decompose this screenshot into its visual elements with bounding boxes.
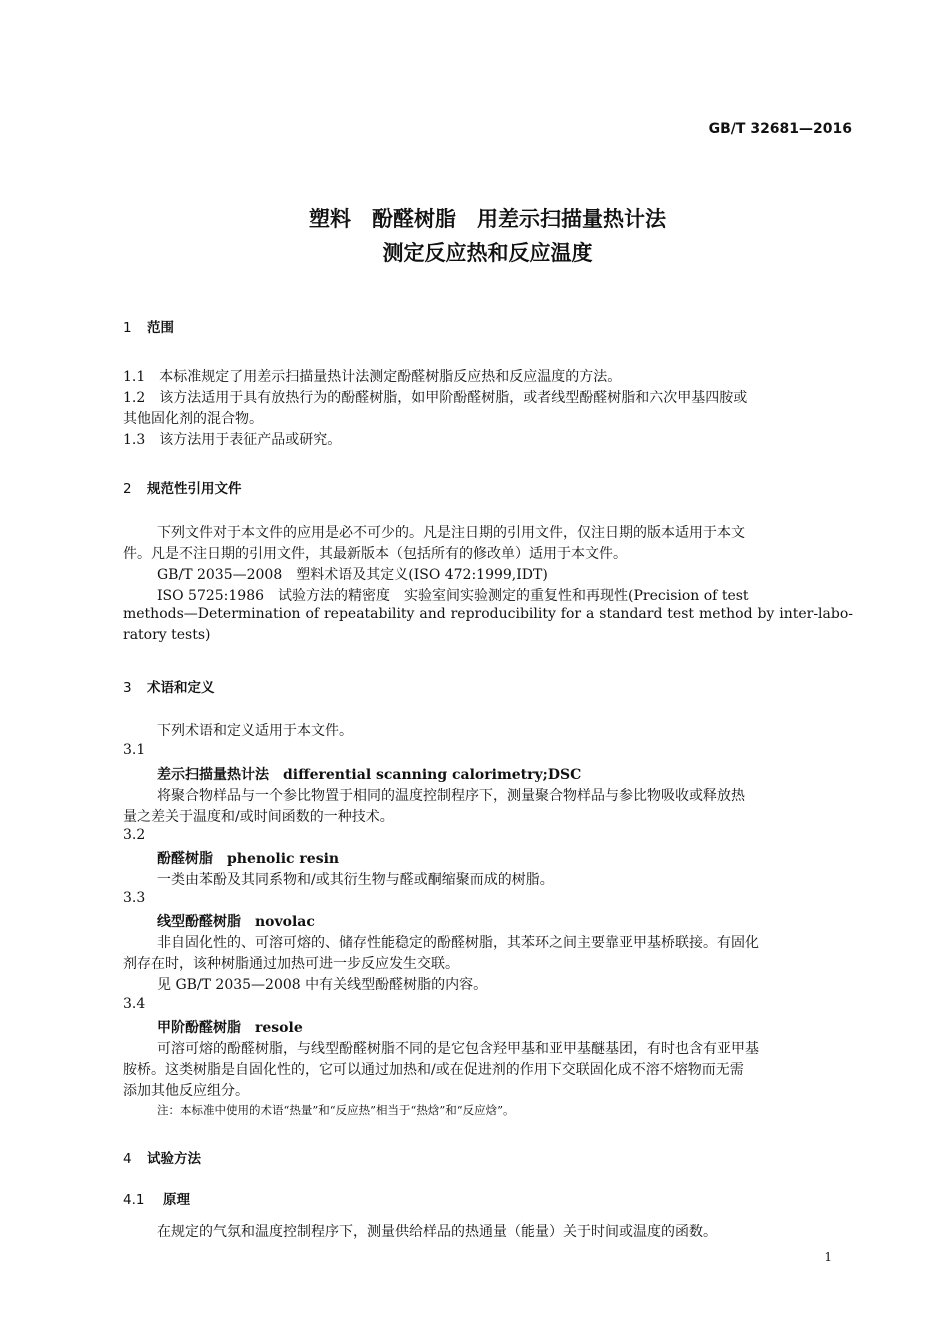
term-definition: 将聚合物样品与一个参比物置于相同的温度控制程序下，测量聚合物样品与参比物吸收或释放热 (157, 788, 745, 804)
section-number: 4.1 (123, 1192, 145, 1208)
term-definition-cont: 量之差关于温度和/或时间函数的一种技术。 (123, 809, 394, 825)
refs-intro-cont: 件。凡是不注日期的引用文件，其最新版本（包括所有的修改单）适用于本文件。 (123, 546, 627, 562)
term-number: 3.1 (123, 742, 146, 758)
section-heading-normative-references (123, 477, 242, 497)
refs-intro: 下列文件对于本文件的应用是必不可少的。凡是注日期的引用文件，仅注日期的版本适用于本文 (157, 525, 745, 541)
section-heading-terms (123, 676, 215, 696)
terms-note: 注：本标准中使用的术语“热量”和“反应热”相当于“热焓”和“反应焓”。 (157, 1103, 515, 1117)
term-number: 3.3 (123, 890, 146, 906)
scope-1-2: 1.2 该方法适用于具有放热行为的酚醛树脂，如甲阶酚醛树脂，或者线型酚醛树脂和六次甲基四胺或 (123, 390, 748, 406)
terms-intro: 下列术语和定义适用于本文件。 (157, 723, 353, 739)
ref-iso-5725-end: ratory tests) (123, 627, 211, 643)
section-title: 原理 (163, 1192, 190, 1208)
section-number: 1 (123, 320, 132, 336)
scope-1-3: 1.3 该方法用于表征产品或研究。 (123, 432, 342, 448)
term-definition-end: 添加其他反应组分。 (123, 1083, 249, 1099)
term-en: differential scanning calorimetry;DSC (283, 767, 582, 783)
term-heading (157, 1017, 303, 1037)
section-title: 规范性引用文件 (147, 481, 242, 497)
term-en: resole (255, 1020, 303, 1036)
scope-1-2-cont: 其他固化剂的混合物。 (123, 411, 263, 427)
term-number: 3.2 (123, 827, 146, 843)
ref-iso-5725-cont: methods—Determination of repeatability and reproducibility for a standard test method by inter-labo- (123, 606, 853, 622)
section-title: 术语和定义 (147, 680, 215, 696)
section-title: 范围 (147, 320, 174, 336)
term-en: novolac (255, 914, 315, 930)
page-number: 1 (824, 1250, 832, 1264)
section-heading-test-method (123, 1147, 201, 1167)
section-heading-scope (123, 316, 174, 336)
term-see-also: 见 GB/T 2035—2008 中有关线型酚醛树脂的内容。 (157, 977, 488, 993)
term-cn: 差示扫描量热计法 (157, 767, 269, 783)
term-cn: 甲阶酚醛树脂 (157, 1020, 241, 1036)
section-title: 试验方法 (147, 1151, 201, 1167)
scope-1-1: 1.1 本标准规定了用差示扫描量热计法测定酚醛树脂反应热和反应温度的方法。 (123, 369, 622, 385)
term-definition: 可溶可熔的酚醛树脂，与线型酚醛树脂不同的是它包含羟甲基和亚甲基醚基团，有时也含有亚甲基 (157, 1041, 759, 1057)
document-title-line2: 测定反应热和反应温度 (382, 241, 593, 265)
principle-text: 在规定的气氛和温度控制程序下，测量供给样品的热通量（能量）关于时间或温度的函数。 (157, 1224, 717, 1240)
subsection-heading-principle (123, 1188, 190, 1208)
standard-number: GB/T 32681—2016 (708, 121, 852, 137)
term-heading (157, 911, 315, 931)
ref-gb-2035: GB/T 2035—2008 塑料术语及其定义(ISO 472:1999,IDT) (157, 567, 548, 583)
term-heading (157, 764, 581, 784)
term-cn: 线型酚醛树脂 (157, 914, 241, 930)
term-heading (157, 848, 339, 868)
term-cn: 酚醛树脂 (157, 851, 213, 867)
section-number: 3 (123, 680, 132, 696)
ref-iso-5725: ISO 5725:1986 试验方法的精密度 实验室间实验测定的重复性和再现性(Precision of test (157, 588, 749, 604)
term-definition: 一类由苯酚及其同系物和/或其衍生物与醛或酮缩聚而成的树脂。 (157, 872, 554, 888)
document-title-line1: 塑料 酚醛树脂 用差示扫描量热计法 (309, 207, 666, 231)
term-definition: 非自固化性的、可溶可熔的、储存性能稳定的酚醛树脂，其苯环之间主要靠亚甲基桥联接。有固化 (157, 935, 759, 951)
section-number: 4 (123, 1151, 132, 1167)
term-definition-cont: 剂存在时，该种树脂通过加热可进一步反应发生交联。 (123, 956, 459, 972)
term-definition-cont: 胺桥。这类树脂是自固化性的，它可以通过加热和/或在促进剂的作用下交联固化成不溶不熔物而无需 (123, 1062, 744, 1078)
term-en: phenolic resin (227, 851, 340, 867)
term-number: 3.4 (123, 996, 146, 1012)
section-number: 2 (123, 481, 132, 497)
